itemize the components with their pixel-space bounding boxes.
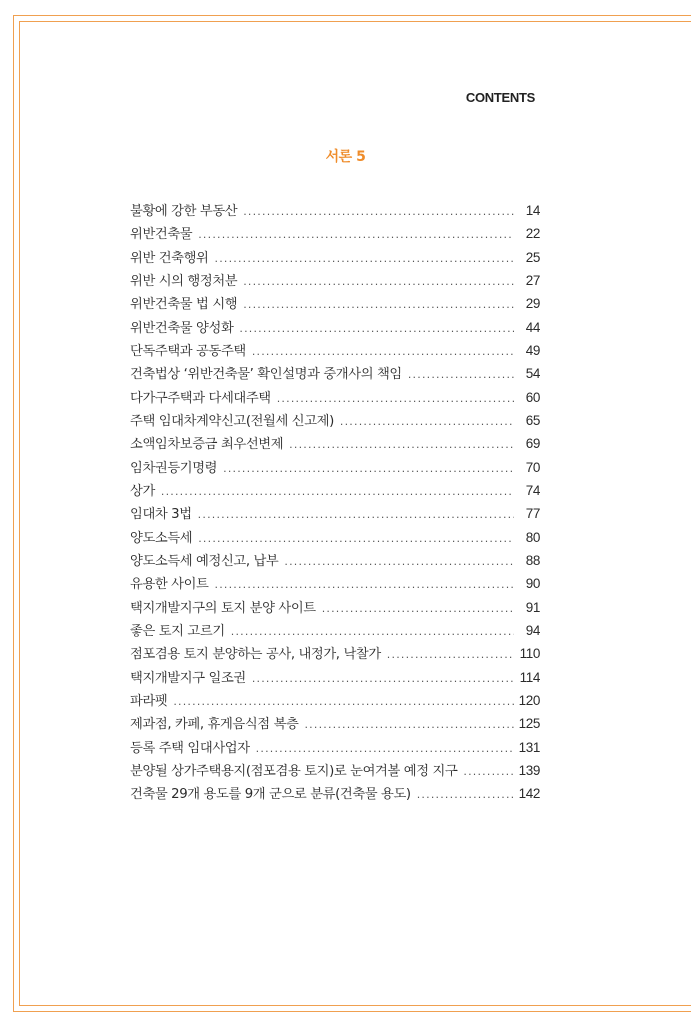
toc-leader-dots <box>463 765 514 778</box>
toc-entry-title: 건축물 29개 용도를 9개 군으로 분류(건축물 용도) <box>130 787 411 803</box>
contents-heading: CONTENTS <box>465 90 535 105</box>
toc-entry[interactable] <box>130 317 540 340</box>
toc-entry-page: 44 <box>525 319 540 335</box>
toc-entry-page: 131 <box>518 739 540 755</box>
toc-entry[interactable] <box>130 503 540 526</box>
toc-entry[interactable] <box>130 667 540 690</box>
toc-leader-dots <box>215 578 515 591</box>
toc-leader-dots <box>408 368 514 381</box>
toc-entry-title: 위반 건축행위 <box>130 250 209 266</box>
toc-entry[interactable] <box>130 200 540 223</box>
toc-entry-title: 점포겸용 토지 분양하는 공사, 내정가, 낙찰가 <box>130 647 381 663</box>
toc-entry-title: 등록 주택 임대사업자 <box>130 740 250 756</box>
toc-leader-dots <box>198 508 514 521</box>
toc-entry-page: 25 <box>525 249 540 265</box>
toc-entry[interactable] <box>130 433 540 456</box>
toc-entry[interactable] <box>130 363 540 386</box>
toc-entry[interactable] <box>130 247 540 270</box>
toc-leader-dots <box>243 298 514 311</box>
toc-leader-dots <box>215 252 515 265</box>
toc-entry[interactable] <box>130 573 540 596</box>
toc-entry-title: 분양될 상가주택용지(점포겸용 토지)로 눈여겨볼 예정 지구 <box>130 763 458 779</box>
toc-entry-page: 60 <box>525 389 540 405</box>
toc-entry-page: 49 <box>525 342 540 358</box>
toc-entry[interactable] <box>130 527 540 550</box>
toc-entry-page: 114 <box>519 669 540 685</box>
toc-leader-dots <box>239 322 514 335</box>
toc-entry-title: 택지개발지구 일조권 <box>130 670 246 686</box>
table-of-contents <box>130 200 540 807</box>
toc-entry-title: 양도소득세 <box>130 530 193 546</box>
toc-entry[interactable] <box>130 340 540 363</box>
toc-entry-title: 건축법상 ‘위반건축물’ 확인설명과 중개사의 책임 <box>130 367 402 383</box>
toc-entry-page: 142 <box>518 786 540 802</box>
toc-leader-dots <box>417 788 514 801</box>
toc-entry-page: 120 <box>518 692 540 708</box>
toc-entry[interactable] <box>130 480 540 503</box>
toc-entry[interactable] <box>130 457 540 480</box>
toc-entry-title: 임대차 3법 <box>130 507 192 523</box>
toc-entry-title: 위반건축물 법 시행 <box>130 297 238 313</box>
toc-entry[interactable] <box>130 783 540 806</box>
toc-entry-title: 좋은 토지 고르기 <box>130 623 225 639</box>
toc-leader-dots <box>277 392 514 405</box>
toc-leader-dots <box>322 602 514 615</box>
toc-leader-dots <box>252 672 514 685</box>
toc-entry-page: 69 <box>525 436 540 452</box>
toc-entry-page: 90 <box>525 576 540 592</box>
toc-entry[interactable] <box>130 737 540 760</box>
toc-leader-dots <box>243 205 514 218</box>
toc-leader-dots <box>252 345 514 358</box>
toc-entry-title: 위반건축물 양성화 <box>130 320 234 336</box>
toc-entry-title: 다가구주택과 다세대주택 <box>130 390 271 406</box>
toc-leader-dots <box>231 625 514 638</box>
toc-entry[interactable] <box>130 620 540 643</box>
toc-leader-dots <box>198 532 514 545</box>
toc-entry[interactable] <box>130 293 540 316</box>
toc-entry-page: 88 <box>525 552 540 568</box>
toc-entry-title: 유용한 사이트 <box>130 577 209 593</box>
toc-entry-page: 54 <box>525 366 540 382</box>
toc-entry-page: 27 <box>525 272 540 288</box>
toc-entry-page: 94 <box>525 622 540 638</box>
toc-entry[interactable] <box>130 223 540 246</box>
toc-leader-dots <box>161 485 514 498</box>
toc-entry[interactable] <box>130 270 540 293</box>
toc-entry-title: 임차권등기명령 <box>130 460 218 476</box>
toc-entry[interactable] <box>130 597 540 620</box>
toc-entry-title: 양도소득세 예정신고, 납부 <box>130 553 279 569</box>
toc-entry-title: 파라펫 <box>130 693 168 709</box>
toc-entry-title: 단독주택과 공동주택 <box>130 343 246 359</box>
toc-entry-title: 소액임차보증금 최우선변제 <box>130 437 284 453</box>
toc-entry[interactable] <box>130 690 540 713</box>
toc-entry[interactable] <box>130 410 540 433</box>
toc-entry-page: 80 <box>525 529 540 545</box>
toc-leader-dots <box>198 228 514 241</box>
toc-entry[interactable] <box>130 760 540 783</box>
toc-entry-page: 110 <box>519 646 540 662</box>
toc-entry-page: 65 <box>525 412 540 428</box>
toc-leader-dots <box>256 742 514 755</box>
toc-entry-title: 택지개발지구의 토지 분양 사이트 <box>130 600 316 616</box>
toc-entry-title: 불황에 강한 부동산 <box>130 204 238 219</box>
toc-leader-dots <box>173 695 514 708</box>
toc-entry-title: 제과점, 카페, 휴게음식점 복층 <box>130 717 299 733</box>
toc-entry-page: 77 <box>525 506 540 522</box>
toc-entry-page: 139 <box>518 762 540 778</box>
toc-entry-page: 70 <box>525 459 540 475</box>
toc-leader-dots <box>284 555 514 568</box>
toc-entry-title: 위반 시의 행정처분 <box>130 273 238 289</box>
toc-entry-page: 74 <box>525 482 540 498</box>
toc-entry-page: 125 <box>518 716 540 732</box>
toc-leader-dots <box>340 415 514 428</box>
toc-entry-page: 91 <box>525 599 540 615</box>
toc-entry[interactable] <box>130 387 540 410</box>
toc-leader-dots <box>243 275 514 288</box>
section-title: 서론 5 <box>325 149 366 165</box>
toc-entry-title: 상가 <box>130 483 155 499</box>
toc-leader-dots <box>289 438 514 451</box>
toc-entry-title: 주택 임대차계약신고(전월세 신고제) <box>130 413 334 429</box>
toc-entry-page: 14 <box>525 203 540 218</box>
toc-entry[interactable] <box>130 550 540 573</box>
toc-leader-dots <box>387 648 514 661</box>
toc-leader-dots <box>304 718 514 731</box>
toc-leader-dots <box>223 462 514 475</box>
toc-entry-title: 위반건축물 <box>130 227 193 243</box>
toc-entry-page: 22 <box>525 226 540 242</box>
toc-entry[interactable] <box>130 643 540 666</box>
toc-entry-page: 29 <box>525 296 540 312</box>
toc-entry[interactable] <box>130 713 540 736</box>
